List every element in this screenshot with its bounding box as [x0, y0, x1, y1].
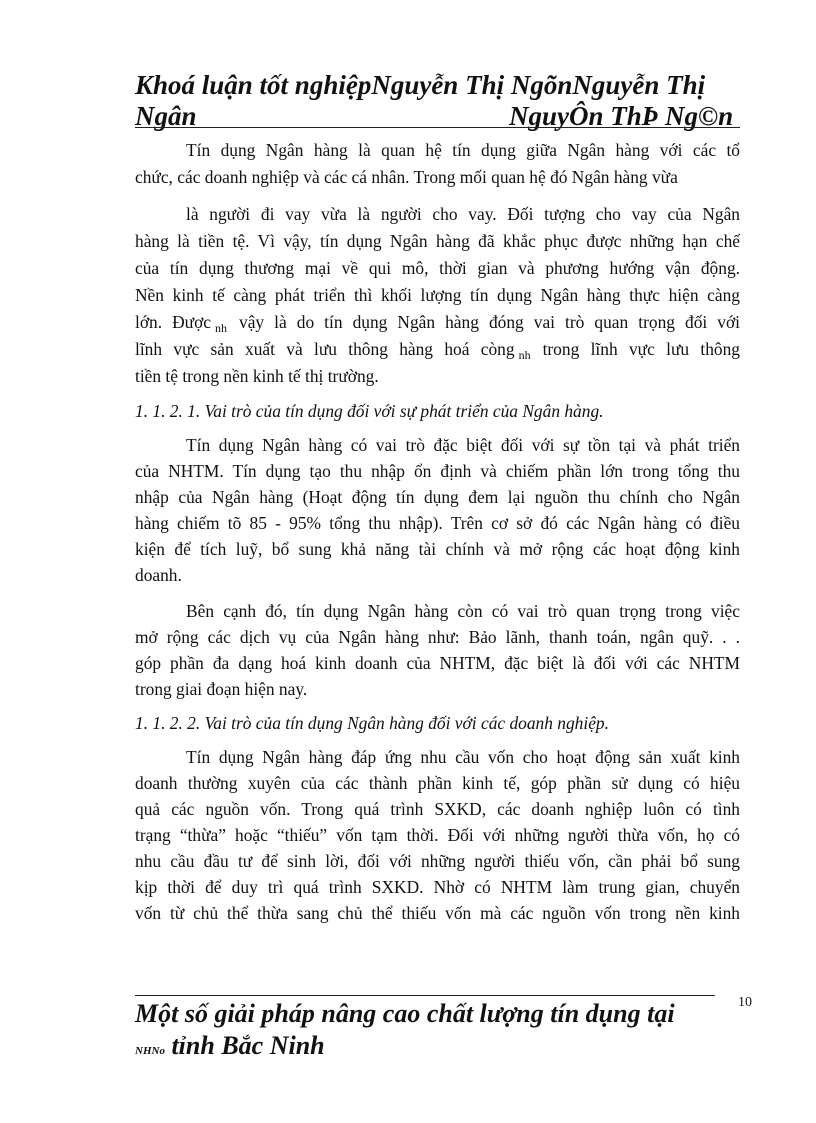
- paragraph-gap: [135, 191, 740, 201]
- footer-location: tỉnh Bắc Ninh: [164, 1031, 325, 1060]
- page-number: 10: [738, 995, 752, 1010]
- body-line: Tín dụng Ngân hàng có vai trò đặc biệt đối với sự tồn tại và phát triển: [186, 435, 740, 455]
- body-line: của tín dụng thương mại về qui mô, thời gian và phương hướng vận động.: [135, 258, 740, 278]
- body-text: vậy là do tín dụng Ngân hàng đóng vai trò quan trọng đối với: [239, 312, 740, 332]
- body-line: kịp thời để duy trì quá trình SXKD. Nhờ có NHTM làm trung gian, chuyển: [135, 877, 740, 897]
- body-line: hàng là tiền tệ. Vì vậy, tín dụng Ngân hàng đã khắc phục được những hạn chế: [135, 231, 740, 251]
- body-text: lĩnh vực sản xuất và lưu thông hàng hoá còng: [135, 339, 515, 359]
- body-line: Nền kinh tế càng phát triển thì khối lượng tín dụng Ngân hàng thực hiện càng: [135, 285, 740, 305]
- body-line: mở rộng các dịch vụ của Ngân hàng như: Bảo lãnh, thanh toán, ngân quỹ. . .: [135, 627, 740, 647]
- body-line: Tín dụng Ngân hàng đáp ứng nhu cầu vốn cho hoạt động sản xuất kinh: [186, 747, 740, 767]
- body-line: nhu cầu đầu tư để sinh lời, đối với những người thiếu vốn, cần phải bổ sung: [135, 851, 740, 871]
- header-line-2-right: NguyÔn ThÞ Ng©n: [509, 101, 734, 131]
- body-line: trong giai đoạn hiện nay.: [135, 679, 308, 699]
- header-rule: [135, 127, 740, 128]
- section-heading-1-1-2-1: 1. 1. 2. 1. Vai trò của tín dụng đối với sự phát triển của Ngân hàng.: [135, 401, 604, 421]
- body-line: kiện để tích luỹ, bổ sung khả năng tài chính và mở rộng các hoạt động kinh: [135, 539, 740, 559]
- body-line: hàng chiếm tõ 85 - 95% tổng thu nhập). Trên cơ sở đó các Ngân hàng có điều: [135, 513, 740, 533]
- body-line: góp phần đa dạng hoá kinh doanh của NHTM, đặc biệt là đối với các NHTM: [135, 653, 740, 673]
- body-line: [135, 336, 740, 363]
- footer-abbrev: NHNo: [135, 1045, 165, 1057]
- body-line: chức, các doanh nghiệp và các cá nhân. Trong mối quan hệ đó Ngân hàng vừa: [135, 167, 678, 187]
- body-line: là người đi vay vừa là người cho vay. Đối tượng cho vay của Ngân: [186, 204, 740, 224]
- paragraph-gap: [135, 588, 740, 598]
- footer-line-2: [135, 1030, 735, 1067]
- body-line: vốn từ chủ thể thừa sang chủ thể thiếu vốn mà các nguồn vốn trong nền kinh: [135, 903, 740, 923]
- body-line: tiền tệ trong nền kinh tế thị trường.: [135, 366, 379, 386]
- page-footer: [135, 998, 735, 1067]
- body-line: của NHTM. Tín dụng tạo thu nhập ổn định và chiếm phần lớn trong tổng thu: [135, 461, 740, 481]
- header-line-1: Khoá luận tốt nghiệpNguyễn Thị NgõnNguyễn Thị: [135, 70, 706, 100]
- body-line: quả các nguồn vốn. Trong quá trình SXKD, các doanh nghiệp luôn có tình: [135, 799, 740, 819]
- document-body: [135, 137, 740, 926]
- body-line: doanh.: [135, 565, 182, 585]
- body-text: trong lĩnh vực lưu thông: [542, 339, 740, 359]
- body-line: nhập của Ngân hàng (Hoạt động tín dụng đem lại nguồn thu chính cho Ngân: [135, 487, 740, 507]
- page-header: [135, 70, 745, 132]
- body-line: [135, 309, 740, 336]
- body-line: doanh thường xuyên của các thành phần kinh tế, góp phần sử dụng có hiệu: [135, 773, 740, 793]
- section-heading-1-1-2-2: 1. 1. 2. 2. Vai trò của tín dụng Ngân hàng đối với các doanh nghiệp.: [135, 713, 609, 733]
- header-line-2-left: Ngân: [135, 101, 197, 131]
- body-line: Tín dụng Ngân hàng là quan hệ tín dụng giữa Ngân hàng với các tổ: [186, 140, 740, 160]
- footer-rule: [135, 995, 715, 996]
- subscript-text: nh: [518, 348, 531, 362]
- body-line: Bên cạnh đó, tín dụng Ngân hàng còn có vai trò quan trọng trong việc: [186, 601, 740, 621]
- body-text: lớn. Được: [135, 312, 212, 332]
- footer-line-1: Một số giải pháp nâng cao chất lượng tín dụng tại: [135, 999, 675, 1028]
- subscript-text: nh: [215, 321, 228, 335]
- body-line: trạng “thừa” hoặc “thiếu” vốn tạm thời. Đối với những người thừa vốn, họ có: [135, 825, 740, 845]
